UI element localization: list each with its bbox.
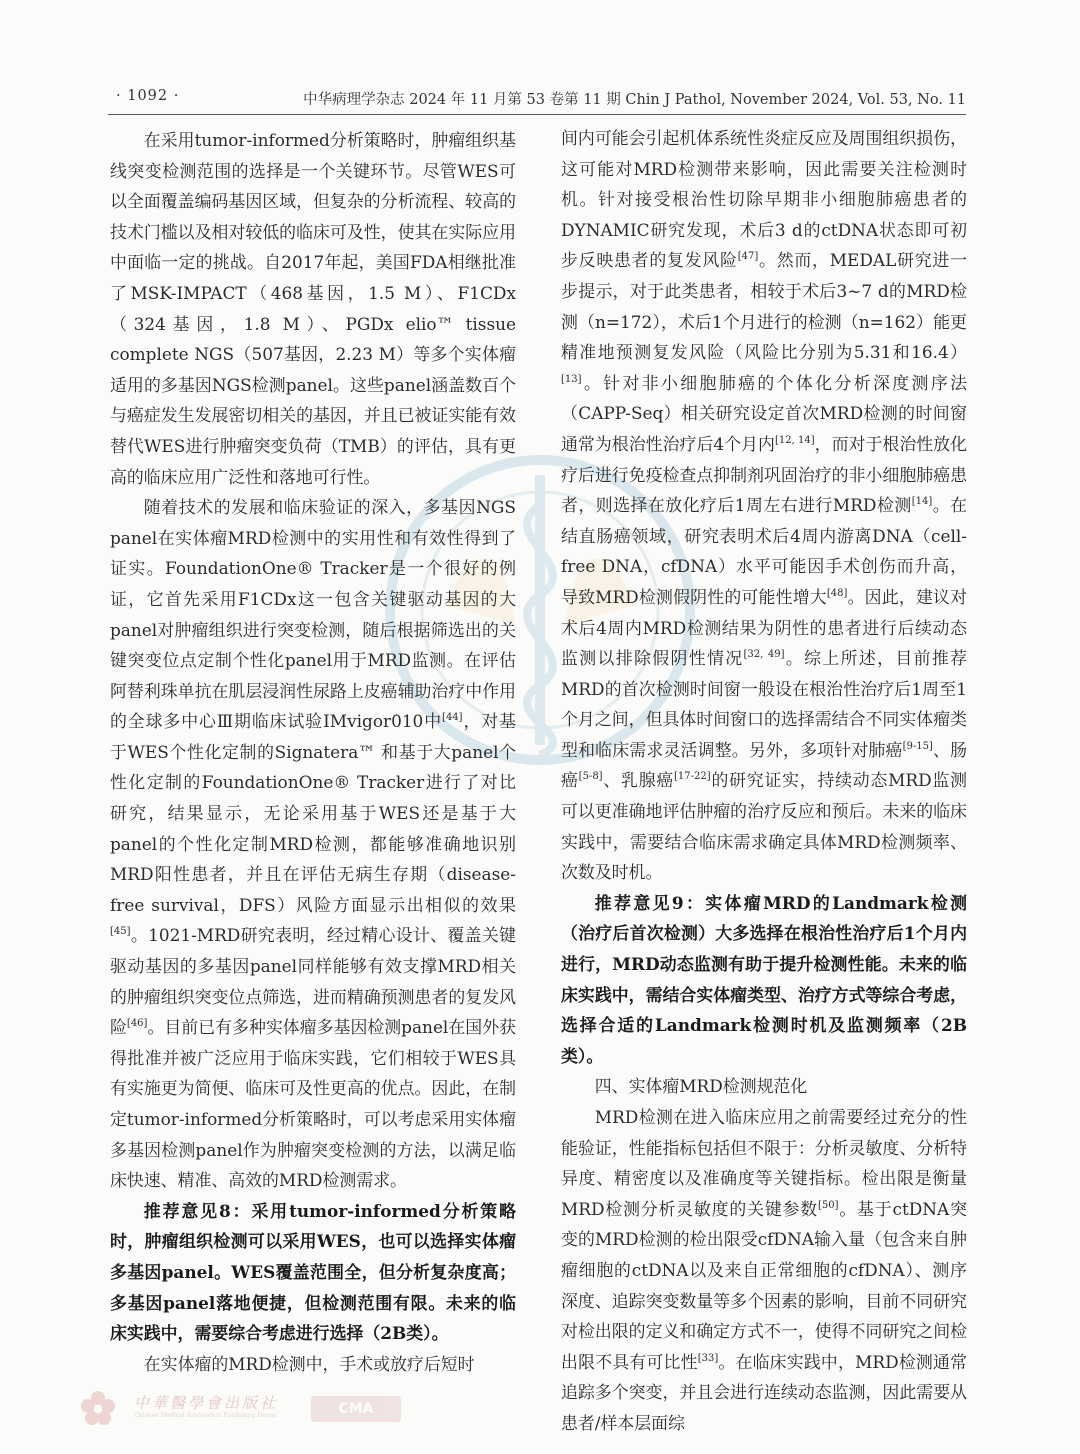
recommendation-8: 推荐意见8：采用tumor-informed分析策略时，肿瘤组织检测可以采用WES，也可以选择实体瘤多基因panel。WES覆盖范围全，但分析复杂度高；多基因panel落地便捷，但检测范围有限。未来的临床实践中，需要综合考虑进行选择（2B类）。 (110, 1200, 516, 1344)
right-column (561, 123, 967, 1439)
citation-9-15: [9-15] (902, 740, 933, 752)
paragraph-ngs-panel: 随着技术的发展和临床验证的深入，多基因NGS panel在实体瘤MRD检测中的实用性和有效性得到了证实。FoundationOne® Tracker是一个很好的例证，它首先采用F1CDx这一包含关键驱动基因的大panel对肿瘤组织进行突变检测，随后根据筛选出的关键突变位点定制个性化panel用于MRD监测。在评估阿替利珠单抗在肌层浸润性尿路上皮癌辅助治疗中作用的全球多中心Ⅲ期临床试验IMvigor010中[44]，对基于WES个性化定制的Signatera™ 和基于大panel个性化定制的FoundationOne® Tracker进行了对比研究，结果显示，无论采用基于WES还是基于大panel的个性化定制MRD检测，都能够准确地识别MRD阳性患者，并且在评估无病生存期（disease-free survival，DFS）风险方面显示出相似的效果[45]。1021-MRD研究表明，经过精心设计、覆盖关键驱动基因的多基因panel同样能够有效支撑MRD相关的肿瘤组织突变位点筛选，进而精确预测患者的复发风险[46]。目前已有多种实体瘤多基因检测panel在国外获得批准并被广泛应用于临床实践，它们相较于WES具有实施更为简便、临床可及性更高的优点。因此，在制定tumor-informed分析策略时，可以考虑采用实体瘤多基因检测panel作为肿瘤突变检测的方法，以满足临床快速、精准、高效的MRD检测需求。 (110, 497, 517, 1191)
paragraph-timing-start: 在实体瘤的MRD检测中，手术或放疗后短时 (143, 1353, 475, 1374)
publisher-name-en: Chinese Medical Association Publishing House (134, 1412, 277, 1419)
recommendation-9: 推荐意见9：实体瘤MRD的Landmark检测（治疗后首次检测）大多选择在根治性治疗后1个月内进行，MRD动态监测有助于提升检测性能。未来的临床实践中，需结合实体瘤类型、治疗方式等综合考虑，选择合适的Landmark检测时机及监测频率（2B类）。 (561, 892, 967, 1066)
publisher-badge: CMA (311, 1396, 401, 1422)
citation-12-14: [12, 14] (774, 434, 815, 446)
publisher-footer-logo (76, 1388, 406, 1428)
journal-citation: 中华病理学杂志 2024 年 11 月第 53 卷第 11 期 Chin J Pathol, November 2024, Vol. 53, No. 11 (303, 92, 966, 108)
citation-47: [47] (737, 251, 759, 263)
paragraph-tumor-informed: 在采用tumor-informed分析策略时，肿瘤组织基线突变检测范围的选择是一个关键环节。尽管WES可以全面覆盖编码基因区域，但复杂的分析流程、较高的技术门槛以及相对较低的临床可及性，使其在实际应用中面临一定的挑战。自2017年起，美国FDA相继批准了MSK-IMPACT（468基因，1.5 M）、F1CDx（324基因，1.8 M）、PGDx elio™ tissue complete NGS（507基因，2.23 M）等多个实体瘤适用的多基因NGS检测panel。这些panel涵盖数百个与癌症发生发展密切相关的基因，并且已被证实能有效替代WES进行肿瘤突变负荷（TMB）的评估，具有更高的临床应用广泛性和落地可行性。 (110, 130, 516, 487)
citation-17-22: [17-22] (674, 771, 711, 783)
running-header (108, 84, 966, 115)
paragraph-standardization: MRD检测在进入临床应用之前需要经过充分的性能验证，性能指标包括但不限于：分析灵敏度、分析特异度、精密度以及准确度等关键指标。检出限是衡量MRD检测分析灵敏度的关键参数[50]。基于ctDNA突变的MRD检测的检出限受cfDNA输入量（包含来自肿瘤细胞的ctDNA以及来自正常细胞的cfDNA）、测序深度、追踪突变数量等多个因素的影响，目前不同研究对检出限的定义和确定方式不一，使得不同研究之间检出限不具有可比性[33]。在临床实践中，MRD检测通常追踪多个突变，并且会进行连续动态监测，因此需要从患者/样本层面综 (561, 1107, 967, 1433)
left-column (110, 125, 516, 1379)
page-number: · 1092 · (116, 88, 180, 104)
citation-14: [14] (911, 496, 933, 508)
citation-44: [44] (442, 712, 463, 724)
citation-32-49: [32, 49] (743, 649, 785, 661)
citation-46: [46] (126, 1018, 148, 1030)
citation-48: [48] (826, 587, 848, 599)
citation-13: [13] (561, 373, 582, 385)
citation-45: [45] (110, 926, 131, 938)
citation-5-8: [5-8] (578, 771, 603, 783)
publisher-name: 中華醫學會出版社 (134, 1394, 279, 1412)
citation-33: [33] (697, 1352, 719, 1364)
citation-50: [50] (817, 1199, 839, 1211)
section-heading-4: 四、实体瘤MRD检测规范化 (594, 1076, 808, 1097)
flower-emblem-icon (76, 1388, 120, 1428)
paragraph-timing: 间内可能会引起机体系统性炎症反应及周围组织损伤，这可能对MRD检测带来影响，因此需要关注检测时机。针对接受根治性切除早期非小细胞肺癌患者的DYNAMIC研究发现，术后3 d的ctDNA状态即可初步反映患者的复发风险[47]。然而，MEDAL研究进一步提示，对于此类患者，相较于术后3~7 d的MRD检测（n=172），术后1个月进行的检测（n=162）能更精准地预测复发风险（风险比分别为5.31和16.4）[13]。针对非小细胞肺癌的个体化分析深度测序法（CAPP-Seq）相关研究设定首次MRD检测的时间窗通常为根治性治疗后4个月内[12, 14]，而对于根治性放化疗后进行免疫检查点抑制剂巩固治疗的非小细胞肺癌患者，则选择在放化疗后1周左右进行MRD检测[14]。在结直肠癌领域，研究表明术后4周内游离DNA（cell-free DNA，cfDNA）水平可能因手术创伤而升高，导致MRD检测假阴性的可能性增大[48]。因此，建议对术后4周内MRD检测结果为阴性的患者进行后续动态监测以排除假阴性情况[32, 49]。综上所述，目前推荐MRD的首次检测时间窗一般设在根治性治疗后1周至1个月之间，但具体时间窗口的选择需结合不同实体瘤类型和临床需求灵活调整。另外，多项针对肺癌[9-15]、肠癌[5-8]、乳腺癌[17-22]的研究证实，持续动态MRD监测可以更准确地评估肿瘤的治疗反应和预后。未来的临床实践中，需要结合临床需求确定具体MRD检测频率、次数及时机。 (561, 128, 968, 883)
